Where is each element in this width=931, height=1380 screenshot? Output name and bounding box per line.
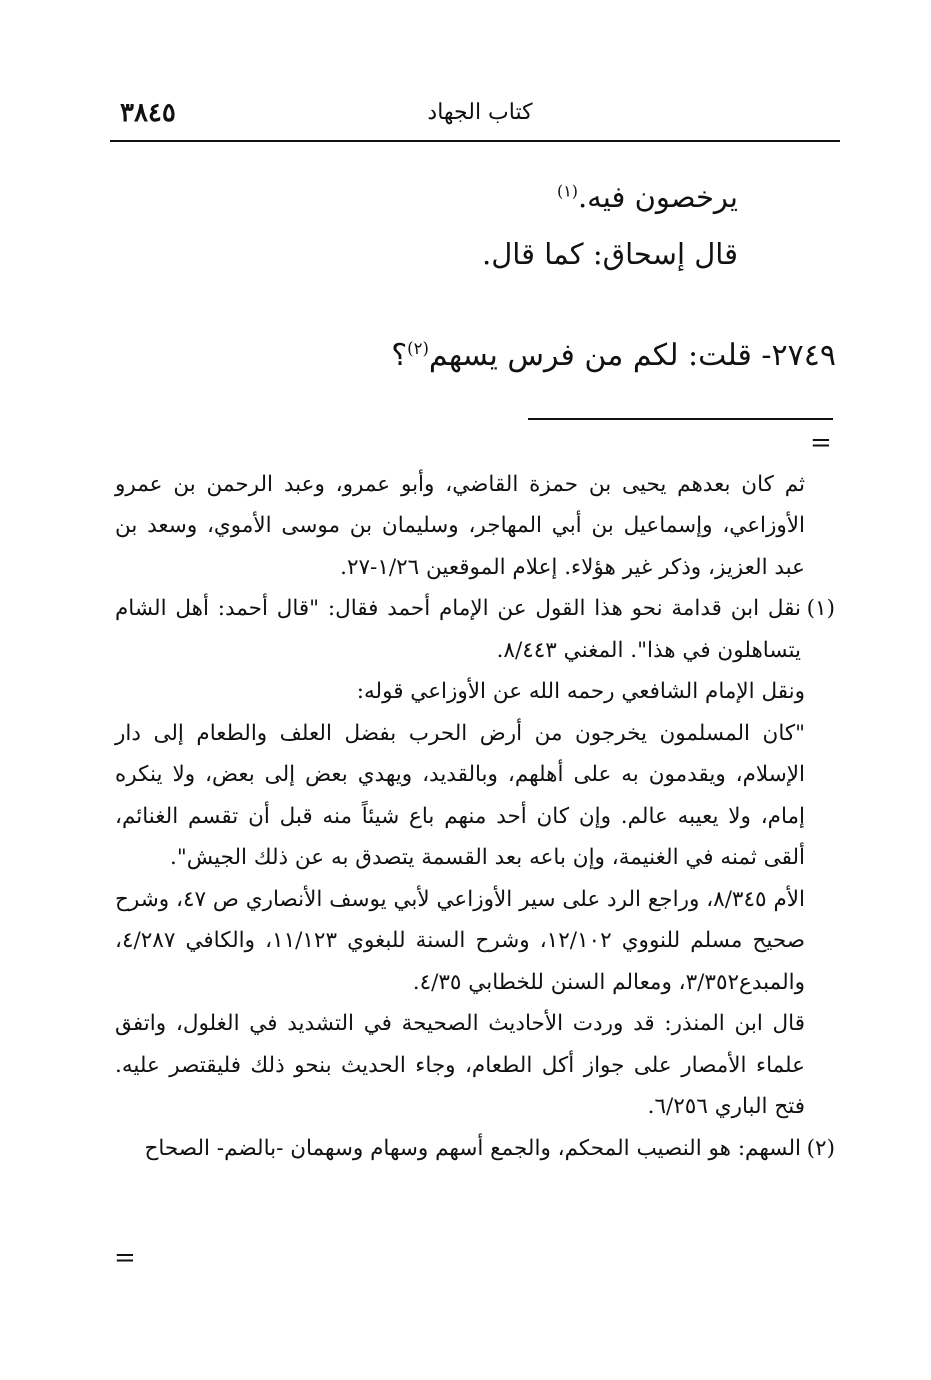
- footnote-quote: "كان المسلمون يخرجون من أرض الحرب بفضل العلف والطعام إلى دار الإسلام، ويقدمون به على أهلهم، وبالقديد، ويهدي بعض إلى بعض، ولا ينكره إمام، ولا يعيبه عالم. وإن كان أحد منهم باع شيئاً منه قبل أن تقسم الغنائم، ألقى ثمنه في الغنيمة، وإن باعه بعد القسمة يتصدق به عن ذلك الجيش".: [115, 720, 805, 871]
- footnote-continuation: ثم كان بعدهم يحيى بن حمزة القاضي، وأبو عمرو، وعبد الرحمن بن عمرو الأوزاعي، وإسماعيل بن أبي المهاجر، وسليمان بن موسى الأموي، وسعد بن عبد العزيز، وذكر غير هؤلاء. إعلام الموقعين ١/٢٦-٢٧.: [115, 472, 805, 580]
- footnote-divider: [528, 418, 833, 420]
- footnote-marker: (٢): [806, 1135, 835, 1161]
- book-title: كتاب الجهاد: [427, 100, 533, 125]
- footnote-paragraph: قال ابن المنذر: قد وردت الأحاديث الصحيحة في التشديد في الغلول، واتفق علماء الأمصار على جواز أكل الطعام، وجاء الحديث بنحو ذلك فليقتصر عليه. فتح الباري ٦/٢٥٦.: [115, 1011, 805, 1120]
- question-mark: ؟: [391, 338, 408, 373]
- main-text: قال إسحاق: كما قال.: [481, 237, 738, 271]
- main-text-line: [110, 180, 738, 214]
- continuation-mark: =: [114, 1243, 136, 1273]
- footnote-reference: (٢): [407, 339, 429, 358]
- header-divider: [110, 140, 840, 142]
- question-text: ٢٧٤٩- قلت: لكم من فرس يسهم: [428, 338, 836, 373]
- page-number: ٣٨٤٥: [120, 98, 176, 128]
- continuation-mark: =: [810, 428, 832, 458]
- main-text: يرخصون فيه.: [577, 180, 738, 214]
- footnote-2: [115, 1128, 835, 1169]
- main-text-line: [110, 237, 738, 271]
- running-header: [110, 96, 840, 136]
- footnote-references: الأم ٨/٣٤٥، وراجع الرد على سير الأوزاعي لأبي يوسف الأنصاري ص ٤٧، وشرح صحيح مسلم للنووي ١٢/١٠٢، وشرح السنة للبغوي ١١/١٢٣، والكافي ٤/٢٨٧، والمبدع٣/٣٥٢، ومعالم السنن للخطابي ٤/٣٥.: [115, 886, 806, 995]
- footnotes-section: [115, 464, 835, 1169]
- footnote-paragraph: نقل ابن قدامة نحو هذا القول عن الإمام أحمد فقال: "قال أحمد: أهل الشام يتساهلون في هذا". المغني ٨/٤٤٣.: [115, 596, 801, 663]
- footnote-1: [115, 588, 835, 671]
- footnote-paragraph: السهم: هو النصيب المحكم، والجمع أسهم وسهام وسهمان -بالضم- الصحاح: [144, 1135, 801, 1161]
- question-line: [110, 338, 836, 373]
- footnote-marker: (١): [806, 596, 835, 622]
- footnote-paragraph: ونقل الإمام الشافعي رحمه الله عن الأوزاعي قوله:: [356, 679, 805, 705]
- footnote-reference: (١): [556, 181, 578, 201]
